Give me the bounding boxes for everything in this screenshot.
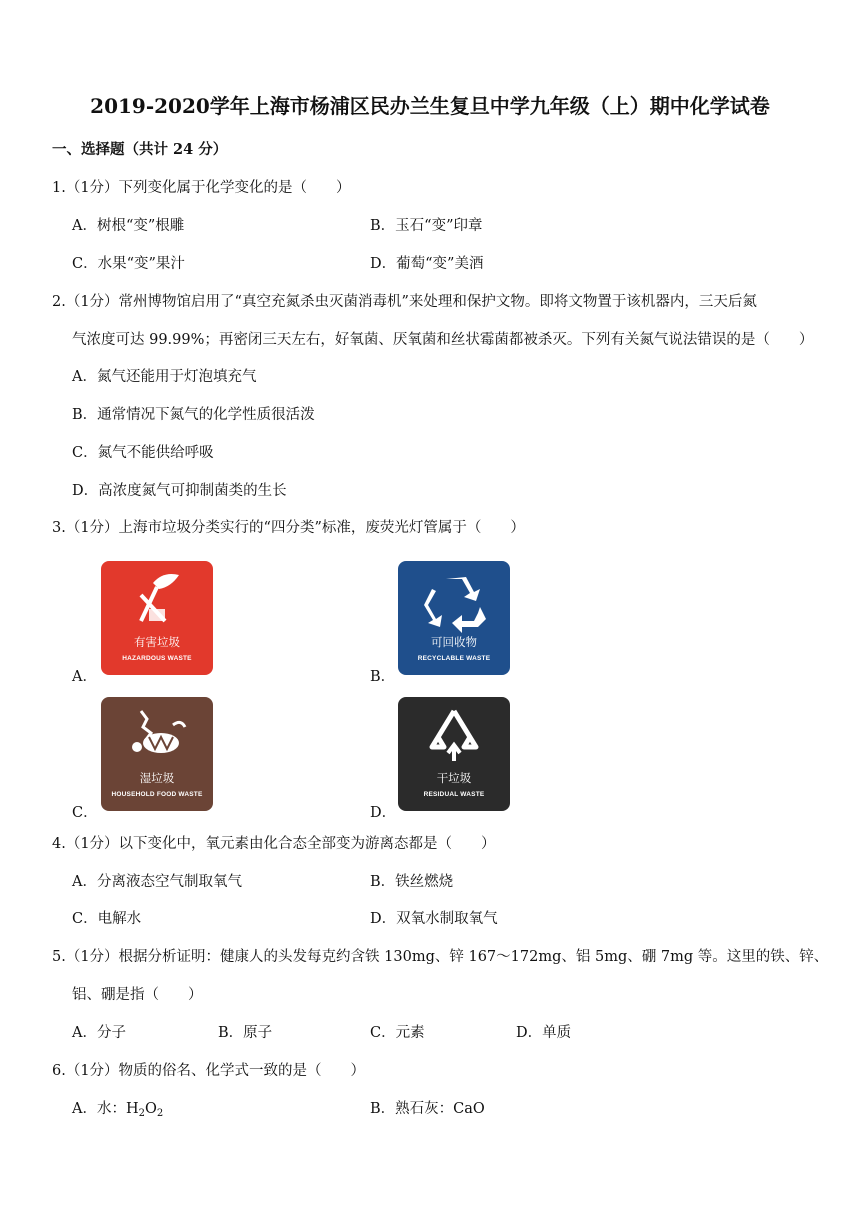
q5-option-c: C．元素 [370,1025,425,1041]
hazardous-bin-cn: 有害垃圾 [134,635,180,649]
q4-option-d: D．双氧水制取氧气 [370,911,498,927]
hazardous-waste-bin-image [101,561,213,675]
q1-option-c: C．水果“变”果汁 [72,256,185,272]
q5-option-a: A．分子 [72,1025,126,1041]
q1-option-a: A．树根“变”根雕 [72,218,185,234]
q4-option-a: A．分离液态空气制取氧气 [72,874,242,890]
q1-option-b: B．玉石“变”印章 [370,218,483,234]
q4-stem: 4.（1分）以下变化中，氧元素由化合态全部变为游离态都是（ ） [52,836,496,852]
q3-option-a: A． [72,669,97,685]
q6-option-a-prefix: A．水：H [72,1101,139,1117]
hazardous-bin-en: HAZARDOUS WASTE [122,655,192,662]
food-bin-en: HOUSEHOLD FOOD WASTE [111,791,203,798]
residual-bin-cn: 干垃圾 [436,771,472,785]
q3-option-c: C． [72,805,98,821]
q2-option-d: D．高浓度氮气可抑制菌类的生长 [72,483,287,499]
q6-option-a-sub1: 2 [138,1108,145,1119]
recyclable-bin-en: RECYCLABLE WASTE [417,655,491,662]
q2-option-a: A．氮气还能用于灯泡填充气 [72,369,257,385]
section-heading: 一、选择题（共计 24 分） [52,141,228,158]
q4-option-c: C．电解水 [72,911,142,927]
residual-bin-en: RESIDUAL WASTE [423,791,485,798]
q2-option-b: B．通常情况下氮气的化学性质很活泼 [72,407,315,423]
q6-option-a [72,1097,163,1119]
q3-stem: 3.（1分）上海市垃圾分类实行的“四分类”标准，废荧光灯管属于（ ） [52,520,525,536]
q6-option-a-sub2: 2 [156,1108,164,1119]
q5-option-d: D．单质 [516,1025,572,1041]
q2-stem-line2: 气浓度可达 99.99%；再密闭三天左右，好氧菌、厌氧菌和丝状霉菌都被杀灭。下列有关氮气说法错误的是（ ） [72,332,814,348]
q1-stem: 1.（1分）下列变化属于化学变化的是（ ） [52,180,351,196]
q6-option-a-mid: O [145,1101,157,1117]
q3-option-b: B． [370,669,396,685]
q2-option-c: C．氮气不能供给呼吸 [72,445,214,461]
q4-option-b: B．铁丝燃烧 [370,874,454,890]
q5-option-b: B．原子 [218,1025,273,1041]
recyclable-bin-cn: 可回收物 [431,635,477,649]
residual-waste-bin-image [398,697,510,811]
food-bin-cn: 湿垃圾 [139,771,175,785]
q3-option-d: D． [370,805,397,821]
q1-option-d: D．葡萄“变”美酒 [370,256,484,272]
q6-option-b: B．熟石灰：CaO [370,1101,485,1117]
food-waste-bin-image [101,697,213,811]
q5-stem-line2: 铝、硼是指（ ） [72,987,203,1003]
q6-stem: 6.（1分）物质的俗名、化学式一致的是（ ） [52,1063,366,1079]
exam-title: 2019-2020学年上海市杨浦区民办兰生复旦中学九年级（上）期中化学试卷 [90,94,770,118]
q2-stem-line1: 2.（1分）常州博物馆启用了“真空充氮杀虫灭菌消毒机”来处理和保护文物。即将文物置于该机器内，三天后氮 [52,294,757,310]
q5-stem-line1: 5.（1分）根据分析证明：健康人的头发每克约含铁 130mg、锌 167～172mg、铝 5mg、硼 7mg 等。这里的铁、锌、 [52,949,829,965]
recyclable-waste-bin-image [398,561,510,675]
